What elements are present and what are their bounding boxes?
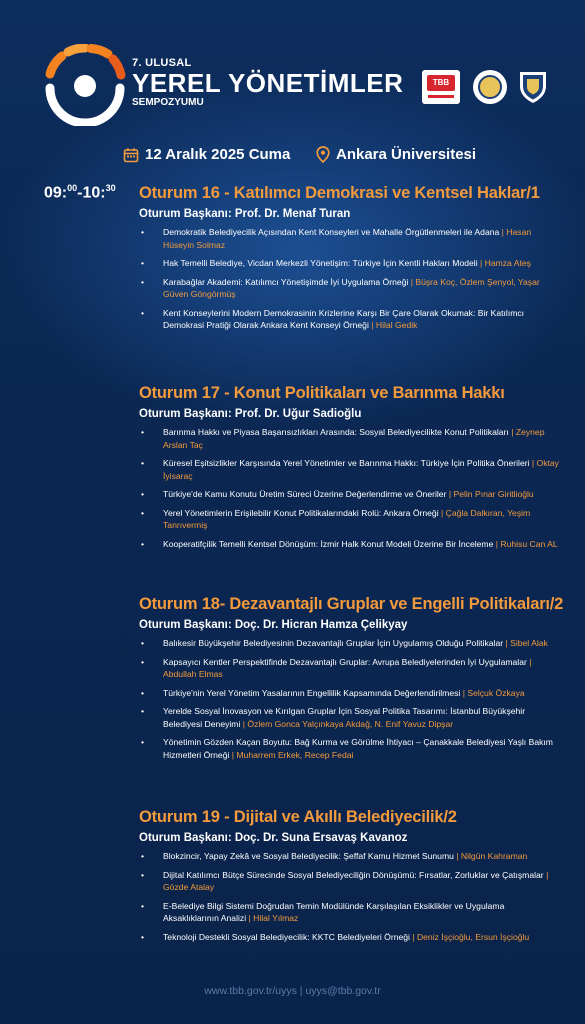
paper-item: • Yerel Yönetimlerin Erişilebilir Konut Politikalarındaki Rolü: Ankara Örneği | Çağla Dalkıran, Yeşim Tanrıvermiş [141,507,531,530]
session-17 [139,384,559,550]
session-time: 09:$^{00}$-10:$^{30}$ [44,183,116,202]
session-18 [139,595,564,761]
paper-item: • Barınma Hakkı ve Piyasa Başarısızlıkları Arasında: Sosyal Belediyecilikte Konut Politikaları | Zeynep Arslan Taç [141,427,545,450]
event-info [0,146,585,168]
paper-item: • Blokzincir, Yapay Zekâ ve Sosyal Belediyecilik: Şeffaf Kamu Hizmet Sunumu | Nilgün Kahraman [141,851,528,861]
tbb-logo-text: TBB [427,75,455,91]
event-date: 12 Aralık 2025 Cuma [145,146,291,163]
university-seal-icon [473,70,507,104]
symposium-logo-icon [44,44,126,126]
session-16 [139,184,559,332]
session-title: Oturum 17 - Konut Politikaları ve Barınma Hakkı [139,384,505,402]
edition-label: 7. ULUSAL [132,57,192,69]
session-chair: Oturum Başkanı: Prof. Dr. Menaf Turan [139,208,351,220]
paper-item: • Hak Temelli Belediye, Vicdan Merkezli Yönetişim: Türkiye İçin Kentli Hakları Modeli | Hamza Ateş [141,258,531,268]
partner-logos [422,70,552,104]
header [0,0,585,135]
session-chair: Oturum Başkanı: Doç. Dr. Hicran Hamza Çelikyay [139,619,408,631]
event-location-item [316,146,476,163]
paper-item: • Kooperatifçilik Temelli Kentsel Dönüşüm: İzmir Halk Konut Modeli Üzerine Bir İnceleme | Ruhisu Can AL [141,538,558,549]
paper-item: • Küresel Eşitsizlikler Karşısında Yerel Yönetimler ve Barınma Hakkı: Türkiye İçin Politika Önerileri | Oktay İyisaraç [141,458,559,481]
shield-logo-icon [518,70,548,104]
paper-item: • E-Belediye Bilgi Sistemi Doğrudan Temin Modülünde Karşılaşılan Eksiklikler ve Uygulama Aksaklıklarının Analizi | Hilal Yılmaz [141,900,505,923]
session-title: Oturum 18- Dezavantajlı Gruplar ve Engelli Politikaları/2 [139,595,564,613]
event-location: Ankara Üniversitesi [336,146,477,163]
paper-item: • Dijital Katılımcı Bütçe Sürecinde Sosyal Belediyeciliğin Dönüşümü: Fırsatlar, Zorluklar ve Çatışmalar | Gözde Atalay [141,869,549,892]
paper-item: • Yönetimin Gözden Kaçan Boyutu: Bağ Kurma ve Görülme İhtiyacı – Çanakkale Belediyesi Yaşlı Bakım Hizmetleri Örneği | Muharrem Erkek, Recep Fedai [141,737,553,760]
session-chair: Oturum Başkanı: Doç. Dr. Suna Ersavaş Kavanoz [139,832,408,844]
calendar-icon [123,147,139,163]
symposium-subtitle: SEMPOZYUMU [132,97,204,108]
paper-item: • Türkiye'nin Yerel Yönetim Yasalarının Engellilik Kapsamında Değerlendirilmesi | Selçuk Özkaya [141,687,525,698]
paper-item: • Balıkesir Büyükşehir Belediyesinin Dezavantajlı Gruplar İçin Uygulamış Olduğu Politikalar | Sibel Alak [141,638,548,648]
tbb-logo-icon [422,70,460,104]
paper-item: • Teknoloji Destekli Sosyal Belediyecilik: KKTC Belediyeleri Örneği | Deniz İşçioğlu, Ersun İşçioğlu [141,931,530,942]
session-19 [139,808,559,943]
session-title: Oturum 19 - Dijital ve Akıllı Belediyecilik/2 [139,808,457,826]
paper-item: • Kapsayıcı Kentler Perspektifinde Dezavantajlı Gruplar: Avrupa Belediyelerinden İyi Uygulamalar | Abdullah Elmas [141,656,532,679]
session-chair: Oturum Başkanı: Prof. Dr. Uğur Sadioğlu [139,408,362,420]
footer-contact[interactable]: www.tbb.gov.tr/uyys | uyys@tbb.gov.tr [204,985,381,997]
paper-item: • Türkiye'de Kamu Konutu Üretim Süreci Üzerine Değerlendirme ve Öneriler | Pelin Pınar Giritlioğlu [141,489,534,499]
session-title: Oturum 16 - Katılımcı Demokrasi ve Kentsel Haklar/1 [139,184,540,202]
paper-item: • Kent Konseylerini Modern Demokrasinin Krizlerine Karşı Bir Çare Olarak Okumak: Bir Katılımcı Demokrasi Pratiği Olarak Ankara Kent Konseyi Örneği | Hilal Gedik [141,307,525,330]
event-date-item [123,146,290,163]
symposium-title: YEREL YÖNETİMLER [132,68,404,98]
paper-item: • Yerelde Sosyal İnovasyon ve Kırılgan Gruplar İçin Sosyal Politika Tasarımı: İstanbul Büyükşehir Belediyesi Deneyimi | Özlem Gonca Yalçınkaya Akdağ, N. Enif Yavuz Dipşar [141,706,526,729]
paper-item: • Karabağlar Akademi: Katılımcı Yönetişimde İyi Uygulama Örneği | Büşra Koç, Özlem Şenyol, Yaşar Güven Göngörmüş [141,276,540,299]
paper-item: • Demokratik Belediyecilik Açısından Kent Konseyleri ve Mahalle Örgütlenmeleri ile Adana | Hasan Hüseyin Solmaz [141,227,532,250]
location-pin-icon [316,146,330,163]
